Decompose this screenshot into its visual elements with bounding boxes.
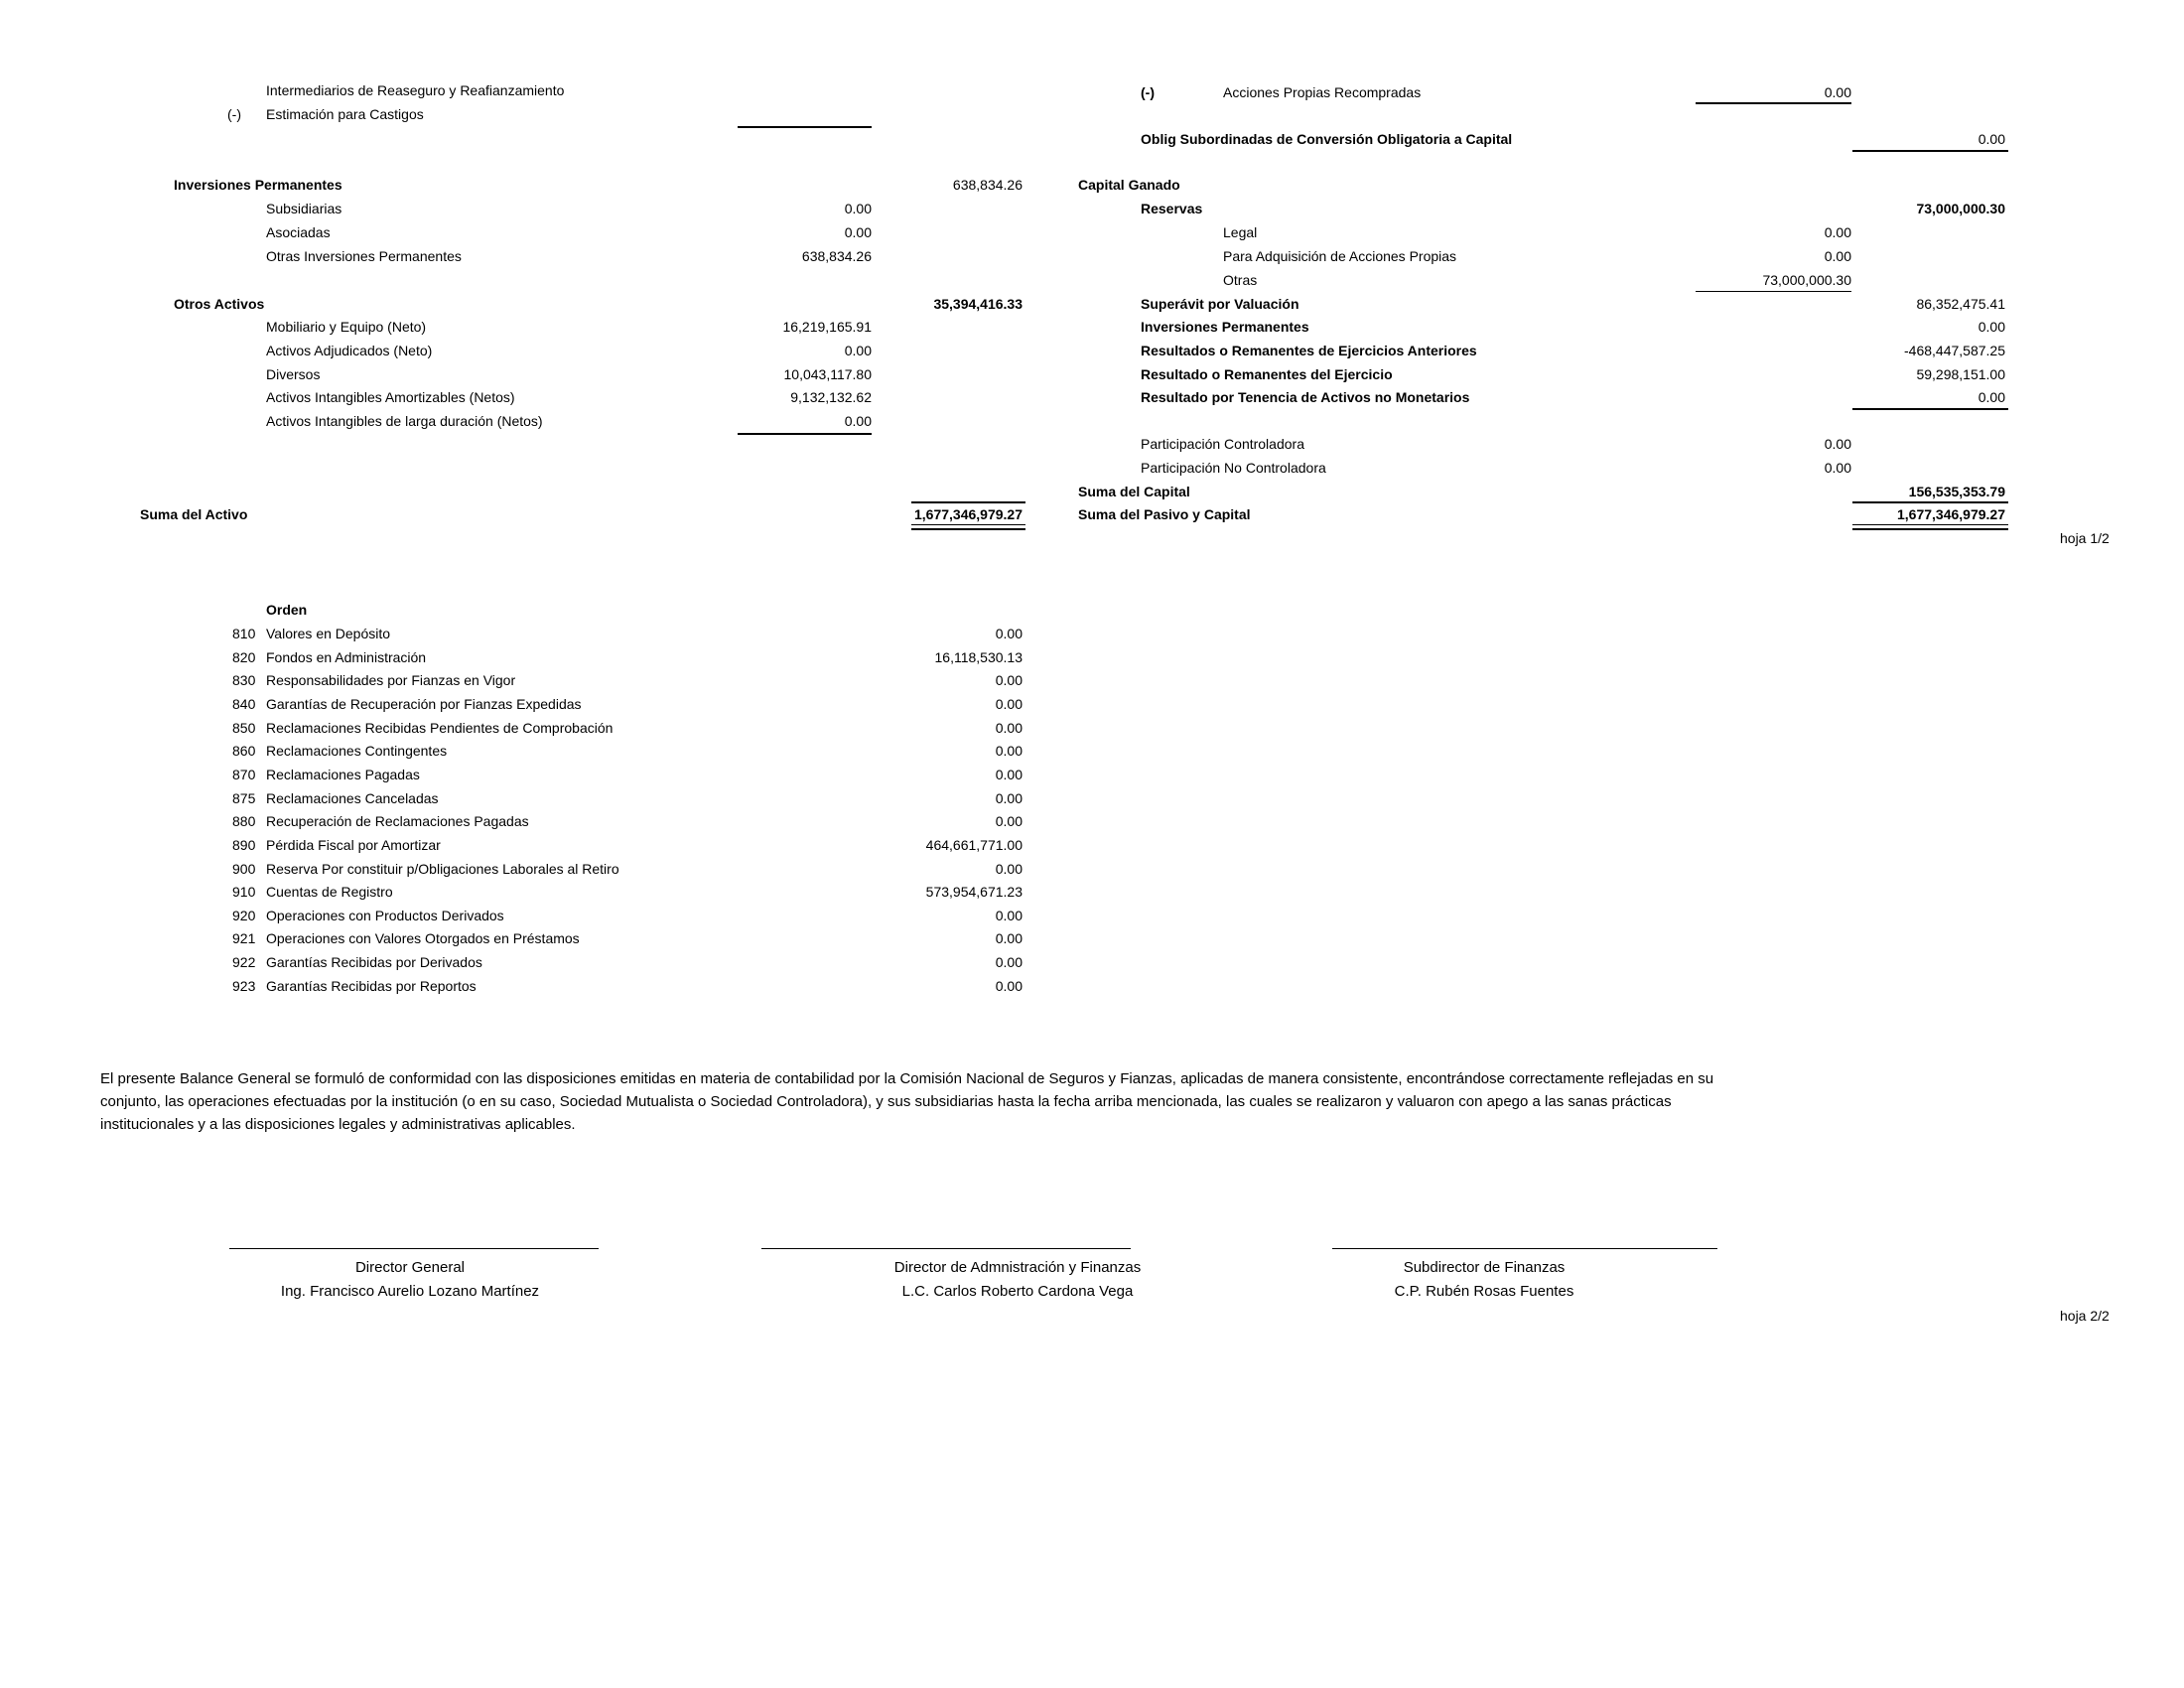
orden-code: 830 bbox=[232, 672, 256, 688]
minus-sign: (-) bbox=[1141, 84, 1155, 100]
orden-code: 920 bbox=[232, 908, 256, 923]
signature-line bbox=[229, 1248, 599, 1249]
orden-code: 900 bbox=[232, 861, 256, 877]
orden-value: 0.00 bbox=[995, 930, 1023, 946]
inversiones-permanentes-title: Inversiones Permanentes bbox=[174, 177, 342, 193]
orden-label: Garantías Recibidas por Reportos bbox=[266, 978, 477, 994]
otros-item-label: Activos Intangibles Amortizables (Netos) bbox=[266, 389, 515, 405]
acciones-propias-label: Acciones Propias Recompradas bbox=[1223, 84, 1422, 100]
total-top-rule bbox=[1852, 501, 2008, 503]
participacion-label: Participación Controladora bbox=[1141, 436, 1304, 452]
suma-pasivo-capital-value: 1,677,346,979.27 bbox=[1897, 506, 2005, 522]
orden-value: 0.00 bbox=[995, 908, 1023, 923]
suma-activo-value: 1,677,346,979.27 bbox=[914, 506, 1023, 522]
orden-code: 810 bbox=[232, 626, 256, 641]
orden-label: Garantías de Recuperación por Fianzas Expedidas bbox=[266, 696, 582, 712]
orden-value: 0.00 bbox=[995, 767, 1023, 782]
orden-label: Reclamaciones Pagadas bbox=[266, 767, 420, 782]
reservas-item-value: 0.00 bbox=[1824, 224, 1851, 240]
suma-pasivo-capital-label: Suma del Pasivo y Capital bbox=[1078, 506, 1251, 522]
orden-value: 573,954,671.23 bbox=[925, 884, 1023, 900]
orden-label: Responsabilidades por Fianzas en Vigor bbox=[266, 672, 516, 688]
oblig-label: Oblig Subordinadas de Conversión Obligatoria a Capital bbox=[1141, 131, 1513, 147]
subtotal-rule bbox=[1852, 150, 2008, 152]
orden-code: 840 bbox=[232, 696, 256, 712]
statement-line: El presente Balance General se formuló de conformidad con las disposiciones emitidas en materia de contabilidad por la Comisión Nacional de Seguros y Fianzas, aplicadas de manera consistente, encontrándose correctamente reflejadas en su bbox=[100, 1070, 1714, 1087]
minus-sign: (-) bbox=[227, 106, 241, 122]
orden-label: Fondos en Administración bbox=[266, 649, 427, 665]
reservas-label: Reservas bbox=[1141, 201, 1203, 216]
orden-value: 0.00 bbox=[995, 696, 1023, 712]
capital-line-value: 0.00 bbox=[1978, 389, 2005, 405]
capital-line-label: Resultados o Remanentes de Ejercicios Anteriores bbox=[1141, 343, 1477, 358]
total-double-rule bbox=[911, 524, 1025, 530]
otros-item-label: Activos Intangibles de larga duración (Netos) bbox=[266, 413, 543, 429]
subtotal-rule bbox=[1696, 291, 1851, 292]
signature-title: Director General bbox=[354, 1259, 466, 1276]
otros-item-label: Diversos bbox=[266, 366, 321, 382]
orden-value: 0.00 bbox=[995, 672, 1023, 688]
inv-item-label: Otras Inversiones Permanentes bbox=[266, 248, 462, 264]
capital-line-value: 0.00 bbox=[1978, 319, 2005, 335]
statement-line: institucionales y a las disposiciones legales y administrativas aplicables. bbox=[100, 1116, 576, 1133]
signature-name: C.P. Rubén Rosas Fuentes bbox=[1394, 1283, 1574, 1300]
capital-line-value: -468,447,587.25 bbox=[1904, 343, 2005, 358]
orden-code: 870 bbox=[232, 767, 256, 782]
otros-item-value: 9,132,132.62 bbox=[790, 389, 872, 405]
capital-line-label: Superávit por Valuación bbox=[1141, 296, 1299, 312]
inv-item-value: 0.00 bbox=[844, 224, 872, 240]
suma-capital-label: Suma del Capital bbox=[1078, 484, 1190, 499]
orden-code: 890 bbox=[232, 837, 256, 853]
participacion-value: 0.00 bbox=[1824, 436, 1851, 452]
orden-code: 850 bbox=[232, 720, 256, 736]
orden-code: 820 bbox=[232, 649, 256, 665]
orden-title: Orden bbox=[266, 602, 308, 618]
capital-line-label: Inversiones Permanentes bbox=[1141, 319, 1309, 335]
otros-item-value: 0.00 bbox=[844, 413, 872, 429]
reservas-item-label: Otras bbox=[1223, 272, 1258, 288]
orden-label: Garantías Recibidas por Derivados bbox=[266, 954, 482, 970]
orden-value: 0.00 bbox=[995, 790, 1023, 806]
orden-label: Reclamaciones Canceladas bbox=[266, 790, 439, 806]
inv-item-value: 0.00 bbox=[844, 201, 872, 216]
orden-value: 464,661,771.00 bbox=[925, 837, 1023, 853]
participacion-label: Participación No Controladora bbox=[1141, 460, 1326, 476]
orden-value: 16,118,530.13 bbox=[934, 649, 1023, 665]
otros-item-label: Mobiliario y Equipo (Neto) bbox=[266, 319, 427, 335]
signature-name: L.C. Carlos Roberto Cardona Vega bbox=[901, 1283, 1134, 1300]
total-double-rule bbox=[1852, 524, 2008, 530]
page-number: hoja 2/2 bbox=[2060, 1308, 2110, 1324]
inv-item-label: Asociadas bbox=[266, 224, 331, 240]
reservas-item-value: 0.00 bbox=[1824, 248, 1851, 264]
participacion-value: 0.00 bbox=[1824, 460, 1851, 476]
suma-capital-value: 156,535,353.79 bbox=[1908, 484, 2005, 499]
signature-line bbox=[1332, 1248, 1717, 1249]
reservas-item-label: Legal bbox=[1223, 224, 1258, 240]
capital-line-value: 86,352,475.41 bbox=[1916, 296, 2005, 312]
statement-line: conjunto, las operaciones efectuadas por la institución (o en su caso, Sociedad Mutualista o Sociedad Controladora), y sus subsidiarias hasta la fecha arriba mencionada, las cuales se realizaron y valuaron con apego a las sanas prácticas bbox=[100, 1093, 1672, 1110]
capital-line-value: 59,298,151.00 bbox=[1916, 366, 2005, 382]
oblig-value: 0.00 bbox=[1978, 131, 2005, 147]
orden-value: 0.00 bbox=[995, 626, 1023, 641]
acciones-propias-value: 0.00 bbox=[1824, 84, 1851, 100]
subtotal-rule bbox=[738, 126, 872, 128]
orden-code: 921 bbox=[232, 930, 256, 946]
signature-title: Subdirector de Finanzas bbox=[1403, 1259, 1566, 1276]
subtotal-rule bbox=[1696, 102, 1851, 104]
orden-label: Operaciones con Productos Derivados bbox=[266, 908, 504, 923]
otros-activos-title: Otros Activos bbox=[174, 296, 265, 312]
otros-item-label: Activos Adjudicados (Neto) bbox=[266, 343, 433, 358]
orden-label: Recuperación de Reclamaciones Pagadas bbox=[266, 813, 529, 829]
orden-value: 0.00 bbox=[995, 954, 1023, 970]
total-top-rule bbox=[911, 501, 1025, 503]
reservas-item-label: Para Adquisición de Acciones Propias bbox=[1223, 248, 1457, 264]
orden-value: 0.00 bbox=[995, 978, 1023, 994]
orden-value: 0.00 bbox=[995, 720, 1023, 736]
capital-line-label: Resultado por Tenencia de Activos no Monetarios bbox=[1141, 389, 1470, 405]
orden-label: Pérdida Fiscal por Amortizar bbox=[266, 837, 441, 853]
intermediarios-label: Intermediarios de Reaseguro y Reafianzamiento bbox=[266, 82, 565, 98]
page-number: hoja 1/2 bbox=[2060, 530, 2110, 546]
orden-code: 875 bbox=[232, 790, 256, 806]
orden-code: 910 bbox=[232, 884, 256, 900]
subtotal-rule bbox=[738, 433, 872, 435]
orden-label: Reserva Por constituir p/Obligaciones Laborales al Retiro bbox=[266, 861, 619, 877]
orden-code: 922 bbox=[232, 954, 256, 970]
otros-item-value: 10,043,117.80 bbox=[783, 366, 872, 382]
orden-label: Reclamaciones Recibidas Pendientes de Comprobación bbox=[266, 720, 614, 736]
orden-label: Operaciones con Valores Otorgados en Préstamos bbox=[266, 930, 580, 946]
inversiones-permanentes-total: 638,834.26 bbox=[952, 177, 1023, 193]
orden-code: 923 bbox=[232, 978, 256, 994]
orden-value: 0.00 bbox=[995, 861, 1023, 877]
orden-label: Valores en Depósito bbox=[266, 626, 391, 641]
orden-code: 880 bbox=[232, 813, 256, 829]
inv-item-value: 638,834.26 bbox=[801, 248, 872, 264]
otros-activos-total: 35,394,416.33 bbox=[933, 296, 1023, 312]
subtotal-rule bbox=[1852, 408, 2008, 410]
estimacion-label: Estimación para Castigos bbox=[266, 106, 424, 122]
capital-ganado-title: Capital Ganado bbox=[1078, 177, 1180, 193]
orden-code: 860 bbox=[232, 743, 256, 759]
inv-item-label: Subsidiarias bbox=[266, 201, 342, 216]
signature-line bbox=[761, 1248, 1131, 1249]
otros-item-value: 16,219,165.91 bbox=[782, 319, 872, 335]
otros-item-value: 0.00 bbox=[844, 343, 872, 358]
orden-value: 0.00 bbox=[995, 813, 1023, 829]
orden-value: 0.00 bbox=[995, 743, 1023, 759]
reservas-total: 73,000,000.30 bbox=[1916, 201, 2005, 216]
signature-title: Director de Admnistración y Finanzas bbox=[893, 1259, 1142, 1276]
signature-name: Ing. Francisco Aurelio Lozano Martínez bbox=[280, 1283, 540, 1300]
orden-label: Cuentas de Registro bbox=[266, 884, 393, 900]
reservas-item-value: 73,000,000.30 bbox=[1762, 272, 1851, 288]
suma-activo-label: Suma del Activo bbox=[140, 506, 248, 522]
capital-line-label: Resultado o Remanentes del Ejercicio bbox=[1141, 366, 1393, 382]
orden-label: Reclamaciones Contingentes bbox=[266, 743, 448, 759]
